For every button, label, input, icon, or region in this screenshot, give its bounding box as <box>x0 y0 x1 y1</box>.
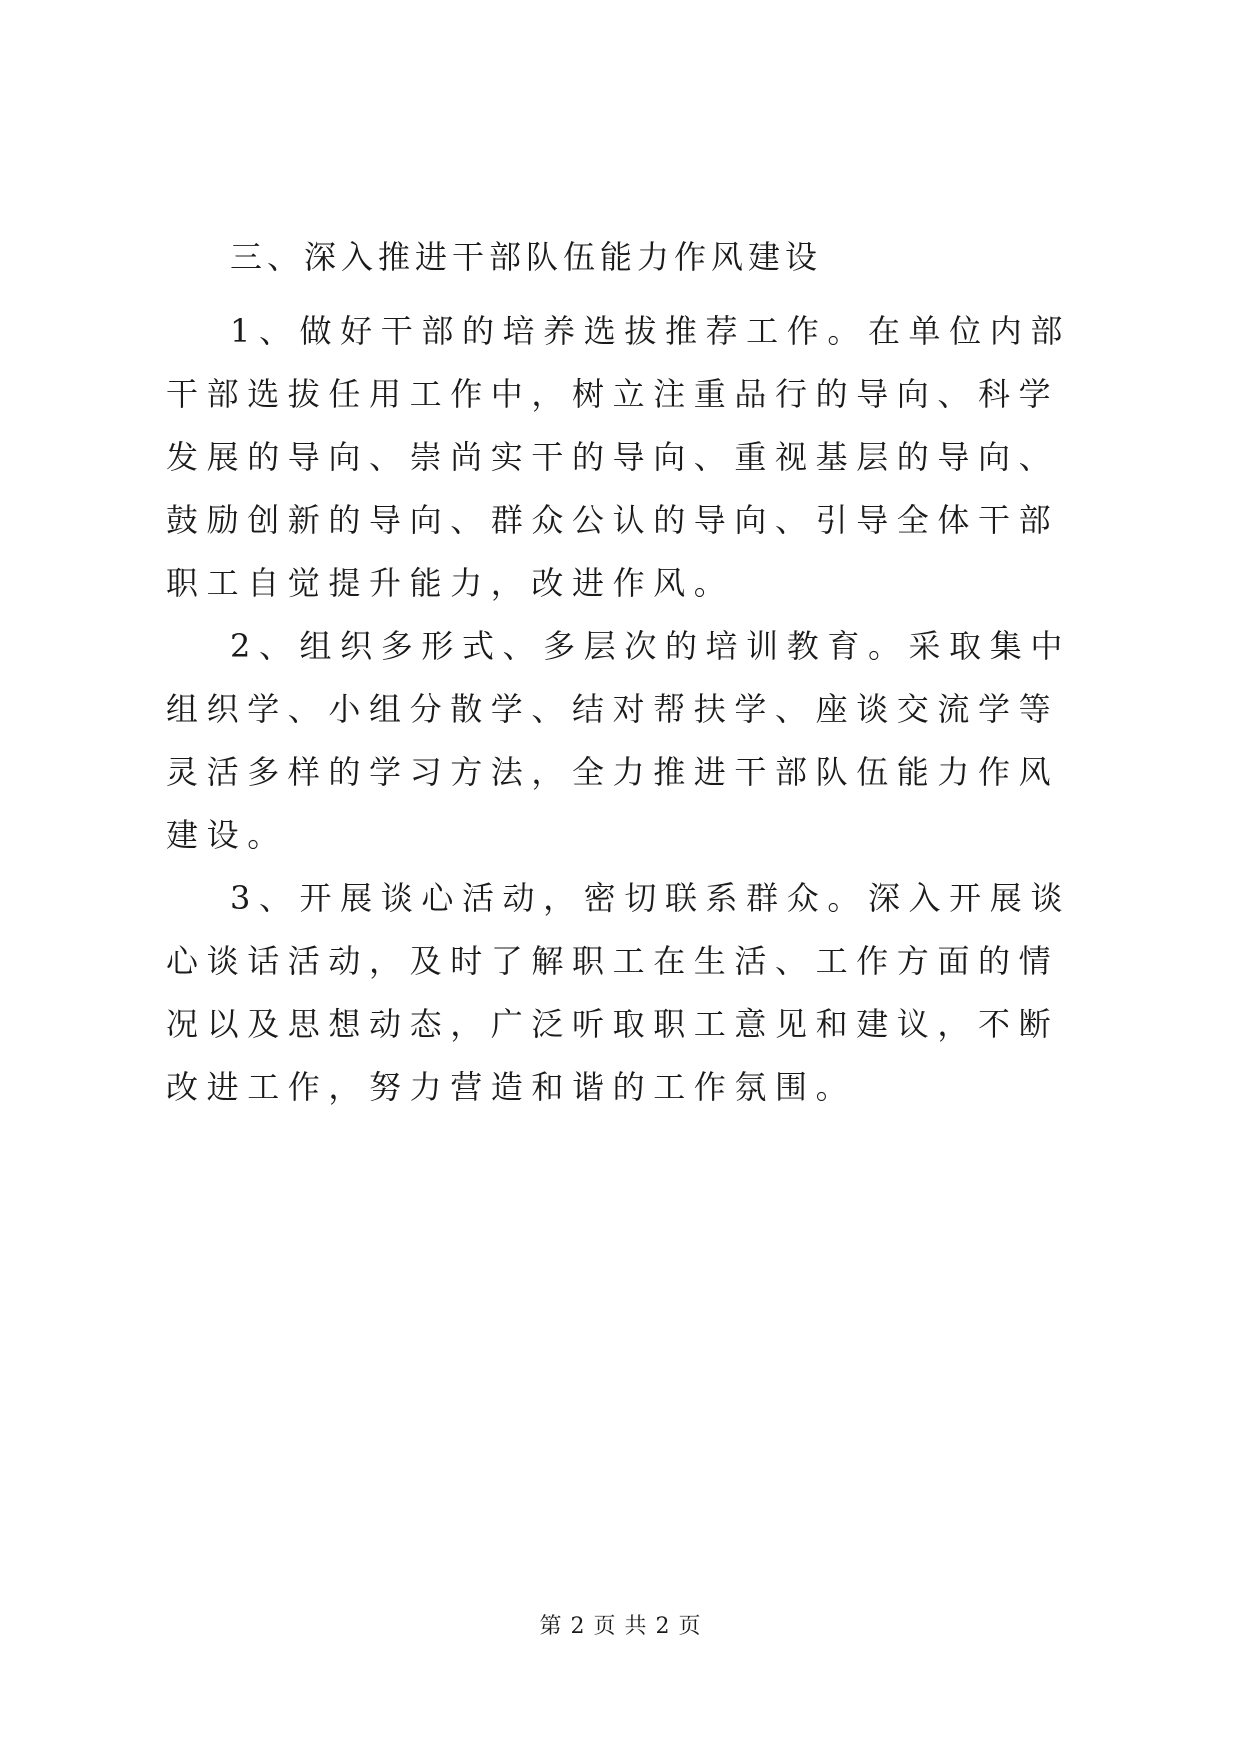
paragraph-2: 2、组织多形式、多层次的培训教育。采取集中组织学、小组分散学、结对帮扶学、座谈交流学等灵活多样的学习方法，全力推进干部队伍能力作风建设。 <box>166 627 1071 854</box>
document-body <box>166 226 1083 1119</box>
section-heading: 三、深入推进干部队伍能力作风建设 <box>230 238 823 276</box>
page-number-footer: 第 2 页 共 2 页 <box>539 1614 702 1639</box>
paragraph-3: 3、开展谈心活动，密切联系群众。深入开展谈心谈话活动，及时了解职工在生活、工作方面的情况以及思想动态，广泛听取职工意见和建议，不断改进工作，努力营造和谐的工作氛围。 <box>166 879 1071 1106</box>
paragraph-1: 1、做好干部的培养选拔推荐工作。在单位内部干部选拔任用工作中，树立注重品行的导向、科学发展的导向、崇尚实干的导向、重视基层的导向、鼓励创新的导向、群众公认的导向、引导全体干部职工自觉提升能力，改进作风。 <box>166 312 1071 602</box>
